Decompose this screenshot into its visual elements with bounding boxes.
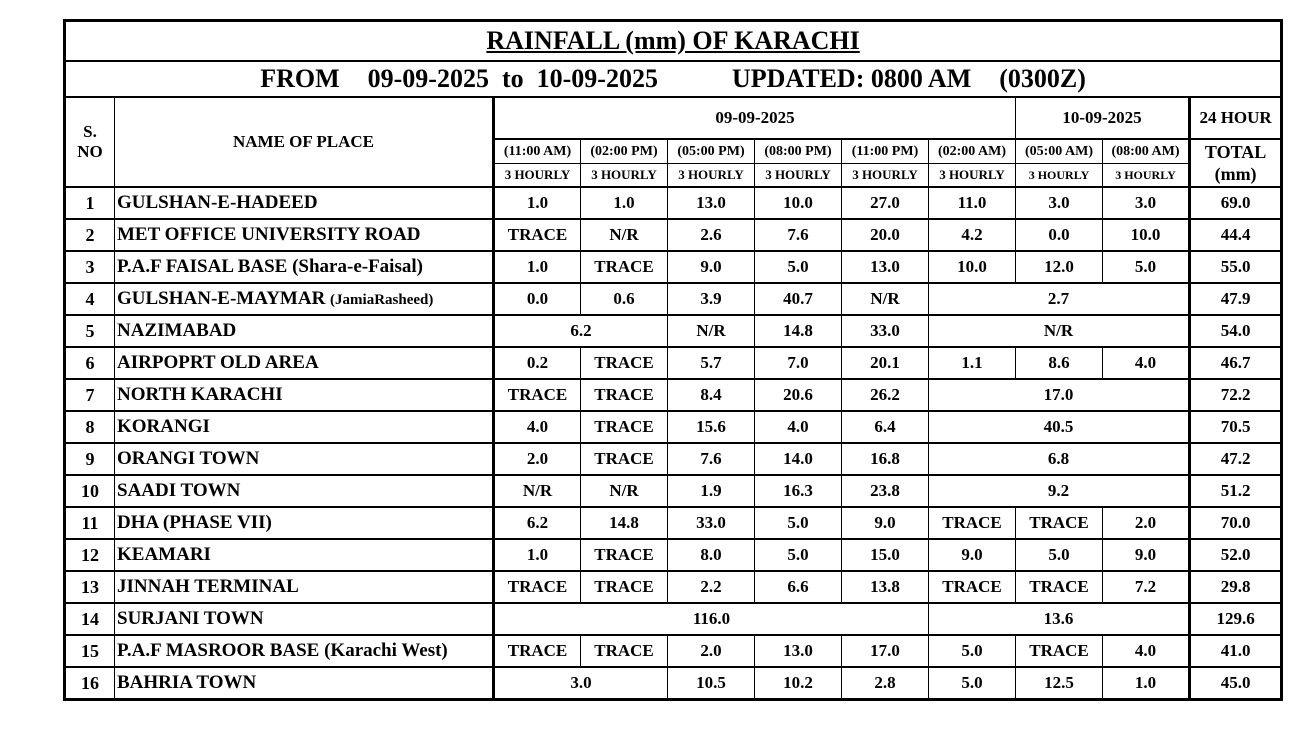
rainfall-value: 9.0 <box>929 539 1016 571</box>
rainfall-value: 5.0 <box>755 251 842 283</box>
report-title-text: RAINFALL (mm) OF KARACHI <box>486 26 860 55</box>
rainfall-value: 33.0 <box>668 507 755 539</box>
rainfall-value: TRACE <box>1016 571 1103 603</box>
row-total: 55.0 <box>1190 251 1282 283</box>
rainfall-value: 13.0 <box>842 251 929 283</box>
row-total: 44.4 <box>1190 219 1282 251</box>
row-total: 69.0 <box>1190 187 1282 219</box>
table-row <box>65 251 1282 283</box>
rainfall-value: TRACE <box>581 251 668 283</box>
rainfall-value: 17.0 <box>929 379 1190 411</box>
rainfall-value: 3.0 <box>1103 187 1190 219</box>
report-title <box>65 21 1282 62</box>
row-sno: 2 <box>65 219 115 251</box>
rainfall-value: 2.2 <box>668 571 755 603</box>
row-place-name <box>115 507 494 539</box>
interval-header-5: 3 HOURLY <box>929 164 1016 188</box>
row-total: 54.0 <box>1190 315 1282 347</box>
place-name-text: GULSHAN-E-MAYMAR <box>117 288 331 309</box>
rainfall-value: 8.4 <box>668 379 755 411</box>
row-sno: 14 <box>65 603 115 635</box>
from-date: 09-09-2025 <box>367 64 489 93</box>
row-place-name <box>115 475 494 507</box>
row-sno: 8 <box>65 411 115 443</box>
rainfall-value: 2.7 <box>929 283 1190 315</box>
rainfall-value: 10.0 <box>755 187 842 219</box>
rainfall-value: 6.8 <box>929 443 1190 475</box>
rainfall-value: TRACE <box>929 507 1016 539</box>
updated-time: UPDATED: 0800 AM <box>731 64 972 93</box>
rainfall-value: 5.0 <box>755 507 842 539</box>
row-sno: 1 <box>65 187 115 219</box>
rainfall-value: 5.0 <box>1016 539 1103 571</box>
rainfall-value: TRACE <box>581 539 668 571</box>
rainfall-value: 7.6 <box>668 443 755 475</box>
place-name-text: ORANGI TOWN <box>117 448 260 469</box>
rainfall-value: 6.6 <box>755 571 842 603</box>
rainfall-value: 2.0 <box>1103 507 1190 539</box>
place-name-text: NAZIMABAD <box>117 320 237 341</box>
rainfall-value: TRACE <box>581 379 668 411</box>
rainfall-value: 5.7 <box>668 347 755 379</box>
date2-header: 10-09-2025 <box>1016 97 1190 139</box>
table-row <box>65 379 1282 411</box>
rainfall-value: 14.8 <box>581 507 668 539</box>
rainfall-value: 9.0 <box>842 507 929 539</box>
row-sno: 5 <box>65 315 115 347</box>
rainfall-table <box>63 19 1283 701</box>
row-sno: 4 <box>65 283 115 315</box>
rainfall-value: 1.1 <box>929 347 1016 379</box>
row-place-name <box>115 667 494 700</box>
table-row <box>65 539 1282 571</box>
rainfall-value: 7.2 <box>1103 571 1190 603</box>
place-name-text: MET OFFICE UNIVERSITY ROAD <box>117 224 421 245</box>
rainfall-value: 40.5 <box>929 411 1190 443</box>
time-header-4: (11:00 PM) <box>842 139 929 164</box>
row-sno: 13 <box>65 571 115 603</box>
rainfall-value: 5.0 <box>755 539 842 571</box>
table-row <box>65 571 1282 603</box>
row-place-name <box>115 635 494 667</box>
date1-header: 09-09-2025 <box>494 97 1016 139</box>
place-name-text: GULSHAN-E-HADEED <box>117 192 318 213</box>
date-range-row <box>65 61 1282 97</box>
rainfall-value: 6.2 <box>494 507 581 539</box>
time-header-7: (08:00 AM) <box>1103 139 1190 164</box>
row-total: 47.2 <box>1190 443 1282 475</box>
total-header-line2: TOTAL <box>1204 142 1267 162</box>
from-label: FROM <box>260 64 340 93</box>
row-place-name <box>115 571 494 603</box>
rainfall-value: 5.0 <box>929 667 1016 700</box>
name-header: NAME OF PLACE <box>115 97 494 187</box>
time-header-5: (02:00 AM) <box>929 139 1016 164</box>
rainfall-value: 9.0 <box>668 251 755 283</box>
rainfall-value: 10.2 <box>755 667 842 700</box>
rainfall-value: 2.0 <box>494 443 581 475</box>
time-header-1: (02:00 PM) <box>581 139 668 164</box>
rainfall-value: 17.0 <box>842 635 929 667</box>
place-name-text: KORANGI <box>117 416 210 437</box>
rainfall-value: 0.2 <box>494 347 581 379</box>
rainfall-value: 11.0 <box>929 187 1016 219</box>
rainfall-value: 1.0 <box>494 251 581 283</box>
rainfall-value: 5.0 <box>1103 251 1190 283</box>
place-name-text: SAADI TOWN <box>117 480 241 501</box>
rainfall-value: 6.2 <box>494 315 668 347</box>
rainfall-value: 2.0 <box>668 635 755 667</box>
rainfall-value: 14.8 <box>755 315 842 347</box>
table-row <box>65 347 1282 379</box>
place-name-text: AIRPOPRT OLD AREA <box>117 352 319 373</box>
rainfall-value: N/R <box>668 315 755 347</box>
rainfall-value: N/R <box>842 283 929 315</box>
row-place-name <box>115 315 494 347</box>
place-name-note: (JamiaRasheed) <box>330 292 434 308</box>
interval-header-1: 3 HOURLY <box>581 164 668 188</box>
rainfall-value: 1.9 <box>668 475 755 507</box>
row-total: 129.6 <box>1190 603 1282 635</box>
table-row <box>65 667 1282 700</box>
rainfall-value: 4.2 <box>929 219 1016 251</box>
rainfall-value: N/R <box>581 475 668 507</box>
time-header-6: (05:00 AM) <box>1016 139 1103 164</box>
row-place-name <box>115 539 494 571</box>
table-row <box>65 603 1282 635</box>
rainfall-value: TRACE <box>1016 507 1103 539</box>
row-total: 41.0 <box>1190 635 1282 667</box>
row-place-name <box>115 411 494 443</box>
rainfall-value: N/R <box>494 475 581 507</box>
place-name-text: BAHRIA TOWN <box>117 672 257 693</box>
rainfall-value: 116.0 <box>494 603 929 635</box>
row-sno: 10 <box>65 475 115 507</box>
rainfall-value: 0.0 <box>494 283 581 315</box>
rainfall-value: N/R <box>581 219 668 251</box>
row-place-name <box>115 187 494 219</box>
rainfall-value: 15.0 <box>842 539 929 571</box>
rainfall-value: 10.5 <box>668 667 755 700</box>
row-sno: 16 <box>65 667 115 700</box>
rainfall-value: TRACE <box>494 571 581 603</box>
rainfall-value: 20.0 <box>842 219 929 251</box>
interval-header-3: 3 HOURLY <box>755 164 842 188</box>
interval-header-4: 3 HOURLY <box>842 164 929 188</box>
rainfall-value: N/R <box>929 315 1190 347</box>
place-name-text: JINNAH TERMINAL <box>117 576 299 597</box>
rainfall-value: 1.0 <box>1103 667 1190 700</box>
total-header-lines <box>1190 139 1282 187</box>
rainfall-value: TRACE <box>929 571 1016 603</box>
row-place-name <box>115 379 494 411</box>
row-place-name <box>115 251 494 283</box>
row-sno: 6 <box>65 347 115 379</box>
row-total: 52.0 <box>1190 539 1282 571</box>
rainfall-value: 4.0 <box>1103 635 1190 667</box>
row-sno: 12 <box>65 539 115 571</box>
rainfall-value: 13.0 <box>668 187 755 219</box>
rainfall-value: 9.2 <box>929 475 1190 507</box>
time-header-0: (11:00 AM) <box>494 139 581 164</box>
interval-header-7: 3 HOURLY <box>1103 164 1190 188</box>
rainfall-value: 2.8 <box>842 667 929 700</box>
total-header-line3: (mm) <box>1214 164 1257 184</box>
row-total: 70.0 <box>1190 507 1282 539</box>
rainfall-value: 15.6 <box>668 411 755 443</box>
rainfall-value: 10.0 <box>1103 219 1190 251</box>
time-header-2: (05:00 PM) <box>668 139 755 164</box>
row-total: 51.2 <box>1190 475 1282 507</box>
row-sno: 7 <box>65 379 115 411</box>
sno-header <box>65 97 115 187</box>
interval-header-0: 3 HOURLY <box>494 164 581 188</box>
interval-header-6: 3 HOURLY <box>1016 164 1103 188</box>
rainfall-value: TRACE <box>494 635 581 667</box>
table-row <box>65 187 1282 219</box>
rainfall-value: TRACE <box>581 411 668 443</box>
rainfall-value: 13.6 <box>929 603 1190 635</box>
rainfall-value: 3.9 <box>668 283 755 315</box>
rainfall-value: 4.0 <box>1103 347 1190 379</box>
place-name-text: P.A.F MASROOR BASE (Karachi West) <box>117 640 448 661</box>
rainfall-value: 10.0 <box>929 251 1016 283</box>
rainfall-value: 4.0 <box>755 411 842 443</box>
sno-header-line1: S. <box>83 122 97 141</box>
row-total: 72.2 <box>1190 379 1282 411</box>
row-sno: 15 <box>65 635 115 667</box>
row-total: 45.0 <box>1190 667 1282 700</box>
rainfall-value: 20.6 <box>755 379 842 411</box>
rainfall-value: 14.0 <box>755 443 842 475</box>
rainfall-value: 13.0 <box>755 635 842 667</box>
table-row <box>65 411 1282 443</box>
row-sno: 3 <box>65 251 115 283</box>
rainfall-value: 3.0 <box>494 667 668 700</box>
rainfall-value: TRACE <box>581 571 668 603</box>
row-sno: 11 <box>65 507 115 539</box>
table-row <box>65 475 1282 507</box>
rainfall-value: 8.0 <box>668 539 755 571</box>
rainfall-value: 4.0 <box>494 411 581 443</box>
rainfall-value: 1.0 <box>581 187 668 219</box>
to-date: 10-09-2025 <box>536 64 658 93</box>
to-label: to <box>501 64 524 93</box>
zulu-time: (0300Z) <box>999 64 1086 93</box>
place-name-text: DHA (PHASE VII) <box>117 512 272 533</box>
rainfall-value: 12.5 <box>1016 667 1103 700</box>
rainfall-value: 16.8 <box>842 443 929 475</box>
rainfall-value: 1.0 <box>494 187 581 219</box>
rainfall-value: 0.0 <box>1016 219 1103 251</box>
row-place-name <box>115 347 494 379</box>
total-header-line1: 24 HOUR <box>1190 97 1282 139</box>
place-name-text: KEAMARI <box>117 544 211 565</box>
rainfall-value: TRACE <box>581 347 668 379</box>
rainfall-value: 27.0 <box>842 187 929 219</box>
rainfall-value: TRACE <box>581 443 668 475</box>
rainfall-value: TRACE <box>1016 635 1103 667</box>
rainfall-value: 2.6 <box>668 219 755 251</box>
rainfall-value: 23.8 <box>842 475 929 507</box>
rainfall-value: 33.0 <box>842 315 929 347</box>
row-total: 29.8 <box>1190 571 1282 603</box>
rainfall-value: 7.6 <box>755 219 842 251</box>
row-place-name <box>115 443 494 475</box>
interval-header-2: 3 HOURLY <box>668 164 755 188</box>
table-row <box>65 507 1282 539</box>
time-header-3: (08:00 PM) <box>755 139 842 164</box>
rainfall-value: 9.0 <box>1103 539 1190 571</box>
table-row <box>65 315 1282 347</box>
row-total: 47.9 <box>1190 283 1282 315</box>
row-total: 46.7 <box>1190 347 1282 379</box>
rainfall-value: 20.1 <box>842 347 929 379</box>
rainfall-value: 3.0 <box>1016 187 1103 219</box>
rainfall-value: 8.6 <box>1016 347 1103 379</box>
place-name-text: SURJANI TOWN <box>117 608 264 629</box>
row-place-name <box>115 603 494 635</box>
rainfall-value: 1.0 <box>494 539 581 571</box>
rainfall-value: 40.7 <box>755 283 842 315</box>
row-total: 70.5 <box>1190 411 1282 443</box>
table-row <box>65 443 1282 475</box>
place-name-text: P.A.F FAISAL BASE (Shara-e-Faisal) <box>117 256 423 277</box>
place-name-text: NORTH KARACHI <box>117 384 283 405</box>
rainfall-value: 0.6 <box>581 283 668 315</box>
rainfall-value: 6.4 <box>842 411 929 443</box>
rainfall-value: 5.0 <box>929 635 1016 667</box>
row-place-name <box>115 283 494 315</box>
table-row <box>65 635 1282 667</box>
rainfall-value: 12.0 <box>1016 251 1103 283</box>
rainfall-value: TRACE <box>494 219 581 251</box>
table-row <box>65 283 1282 315</box>
sno-header-line2: NO <box>77 142 103 161</box>
table-row <box>65 219 1282 251</box>
row-sno: 9 <box>65 443 115 475</box>
rainfall-value: 26.2 <box>842 379 929 411</box>
rainfall-value: 16.3 <box>755 475 842 507</box>
row-place-name <box>115 219 494 251</box>
rainfall-value: TRACE <box>581 635 668 667</box>
rainfall-value: 7.0 <box>755 347 842 379</box>
rainfall-value: 13.8 <box>842 571 929 603</box>
rainfall-value: TRACE <box>494 379 581 411</box>
